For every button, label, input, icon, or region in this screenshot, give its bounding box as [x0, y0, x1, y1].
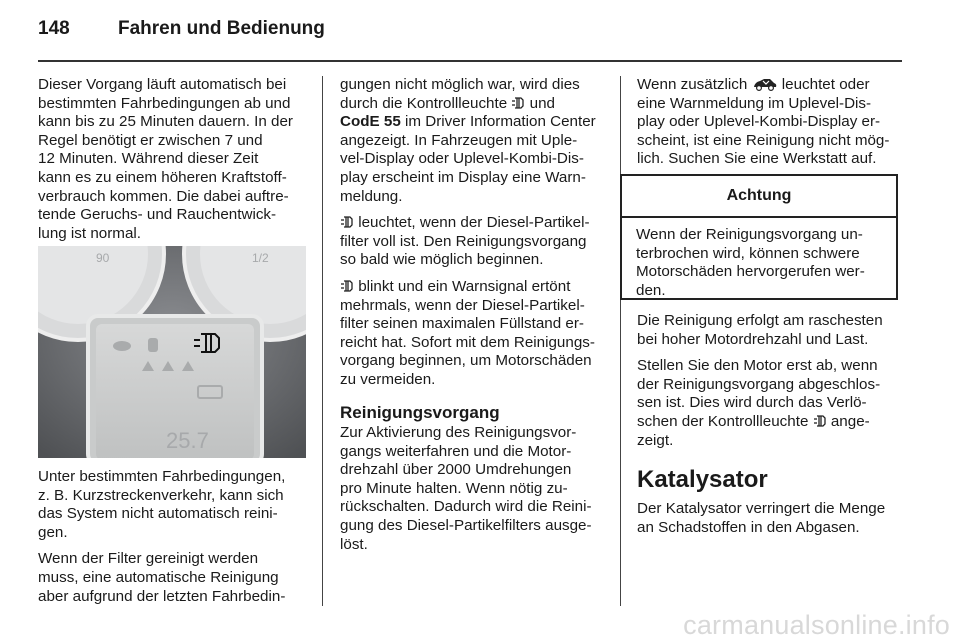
paragraph-control-light	[340, 76, 608, 206]
text-line	[340, 214, 608, 233]
text-fragment: und	[529, 94, 555, 112]
text-line: Regel benötigt er zwischen 7 und	[38, 131, 263, 149]
notice-title: Achtung	[622, 176, 896, 218]
column-1	[38, 76, 308, 251]
text-line: Zur Aktivierung des Reinigungsvor-	[340, 424, 577, 442]
text-line: lung ist normal.	[38, 224, 141, 242]
text-line: das System nicht automatisch reini-	[38, 505, 278, 523]
chapter-title: Fahren und Bedienung	[118, 18, 325, 39]
dpf-icon	[813, 414, 827, 428]
text-line: gen.	[38, 523, 68, 541]
text-line: Unter bestimmten Fahrbedingungen,	[38, 468, 286, 485]
text-fragment: leuchtet oder	[781, 76, 870, 93]
text-fragment: durch die Kontrollleuchte	[340, 94, 508, 112]
text-line: bestimmten Fahrbedingungen ab und	[38, 94, 291, 112]
text-line: gangs weiterfahren und die Motor-	[340, 442, 572, 460]
dpf-icon	[340, 215, 354, 229]
text-line: Der Katalysator verringert die Menge	[637, 500, 886, 518]
text-line: gung des Diesel-Partikelfilters ausge-	[340, 517, 592, 535]
text-line: so bald wie möglich beginnen.	[340, 251, 544, 269]
text-line: muss, eine automatische Reinigung	[38, 568, 279, 586]
text-line	[637, 413, 905, 432]
text-line: gungen nicht möglich war, wird dies	[340, 76, 580, 93]
text-line: zu vermeiden.	[340, 370, 436, 388]
text-line: eine Warnmeldung im Uplevel-Dis-	[637, 94, 872, 112]
text-line: zeigt.	[637, 431, 674, 449]
dpf-icon	[511, 96, 525, 110]
text-line	[340, 278, 608, 297]
column-3-lower	[637, 312, 905, 545]
left-dial-label: 90	[96, 251, 110, 265]
paragraph-catalyst	[637, 500, 905, 537]
text-line: filter seinen maximalen Füllstand er-	[340, 315, 584, 333]
text-line: Dieser Vorgang läuft automatisch bei	[38, 76, 287, 93]
column-1-lower	[38, 468, 308, 614]
paragraph-light-flashing	[340, 278, 608, 390]
text-line: mehrmals, wenn der Diesel-Partikel-	[340, 296, 585, 314]
text-line: sen ist. Dies wird durch das Verlö-	[637, 394, 867, 412]
text-line: bei hoher Motordrehzahl und Last.	[637, 330, 869, 348]
paragraph-light-on	[340, 214, 608, 270]
paragraph-filter-cleaning	[38, 550, 308, 606]
column-3	[637, 76, 905, 177]
text-line: Die Reinigung erfolgt am raschesten	[637, 312, 883, 329]
text-line: kann bis zu 25 Minuten dauern. In der	[38, 113, 293, 131]
text-line: kann es zu einem höheren Kraftstoff-	[38, 168, 287, 186]
text-line: aber aufgrund der letzten Fahrbedin-	[38, 587, 286, 605]
subheading-cleaning-process: Reinigungsvorgang	[340, 402, 500, 422]
header-rule	[38, 60, 902, 62]
column-divider-1	[322, 76, 323, 606]
paragraph-activation	[340, 424, 608, 554]
text-line	[340, 95, 608, 114]
instrument-cluster-photo	[38, 246, 306, 458]
text-line: Motorschäden hervorgerufen wer-	[636, 263, 865, 281]
text-line: lich. Suchen Sie eine Werkstatt auf.	[637, 150, 877, 168]
text-line: verbrauch kommen. Die dabei auftre-	[38, 187, 289, 205]
text-line: Wenn der Reinigungsvorgang un-	[636, 226, 863, 243]
text-fragment: blinkt und ein Warnsignal ertönt	[358, 277, 571, 295]
text-line: filter voll ist. Den Reinigungsvorgang	[340, 232, 587, 250]
text-line: rückschalten. Dadurch wird die Reini-	[340, 498, 592, 516]
text-fragment: ange-	[830, 412, 870, 430]
code-label: CodE 55	[340, 113, 401, 131]
text-line	[637, 76, 905, 95]
text-fragment: Wenn zusätzlich	[637, 76, 748, 93]
text-line: angezeigt. In Fahrzeugen mit Uple-	[340, 131, 578, 149]
text-line: play oder Uplevel-Kombi-Display er-	[637, 113, 881, 131]
text-line: play erscheint im Display eine Warn-	[340, 168, 586, 186]
text-line: 12 Minuten. Während dieser Zeit	[38, 150, 259, 168]
text-line: pro Minute halten. Wenn nötig zu-	[340, 479, 568, 497]
dpf-icon	[340, 279, 354, 293]
text-line: den.	[636, 281, 666, 299]
notice-body	[622, 218, 896, 300]
text-line: an Schadstoffen in den Abgasen.	[637, 518, 860, 536]
text-line: terbrochen wird, können schwere	[636, 244, 860, 262]
text-line: vorgang beginnen, um Motorschäden	[340, 352, 592, 370]
text-fragment: im Driver Information Center	[400, 113, 596, 131]
text-line: vel-Display oder Uplevel-Kombi-Dis-	[340, 150, 584, 168]
text-line	[340, 113, 608, 132]
text-line: meldung.	[340, 187, 403, 205]
watermark: carmanualsonline.info	[683, 610, 950, 640]
instrument-cluster-image	[38, 246, 306, 458]
column-divider-2	[620, 76, 621, 606]
text-line: reicht hat. Sofort mit dem Reinigungs-	[340, 333, 595, 351]
paragraph-engine-stop	[637, 357, 905, 450]
text-line: z. B. Kurzstreckenverkehr, kann sich	[38, 486, 284, 504]
text-line: löst.	[340, 535, 368, 553]
paragraph-fast-cleaning	[637, 312, 905, 349]
paragraph-additional-light	[637, 76, 905, 169]
paragraph-process-info	[38, 76, 308, 243]
text-line: drehzahl über 2000 Umdrehungen	[340, 461, 572, 479]
warning-notice-box	[620, 174, 898, 300]
text-fragment: leuchtet, wenn der Diesel-Partikel-	[358, 214, 590, 232]
right-dial-label: 1/2	[252, 251, 269, 265]
odometer-reading: 25.7	[166, 428, 209, 453]
text-fragment: schen der Kontrollleuchte	[637, 412, 809, 430]
section-heading-catalyst: Katalysator	[637, 466, 768, 494]
page-number: 148	[38, 18, 70, 39]
text-line: Stellen Sie den Motor erst ab, wenn	[637, 357, 878, 375]
text-line: Wenn der Filter gereinigt werden	[38, 550, 259, 568]
text-line: tende Geruchs- und Rauchentwick-	[38, 206, 277, 224]
page-header	[38, 18, 902, 48]
text-line: scheint, ist eine Reinigung nicht mög-	[637, 131, 890, 149]
text-line: der Reinigungsvorgang abgeschlos-	[637, 375, 881, 393]
car-service-icon	[752, 77, 778, 91]
paragraph-short-trips	[38, 468, 308, 542]
column-2	[340, 76, 608, 562]
